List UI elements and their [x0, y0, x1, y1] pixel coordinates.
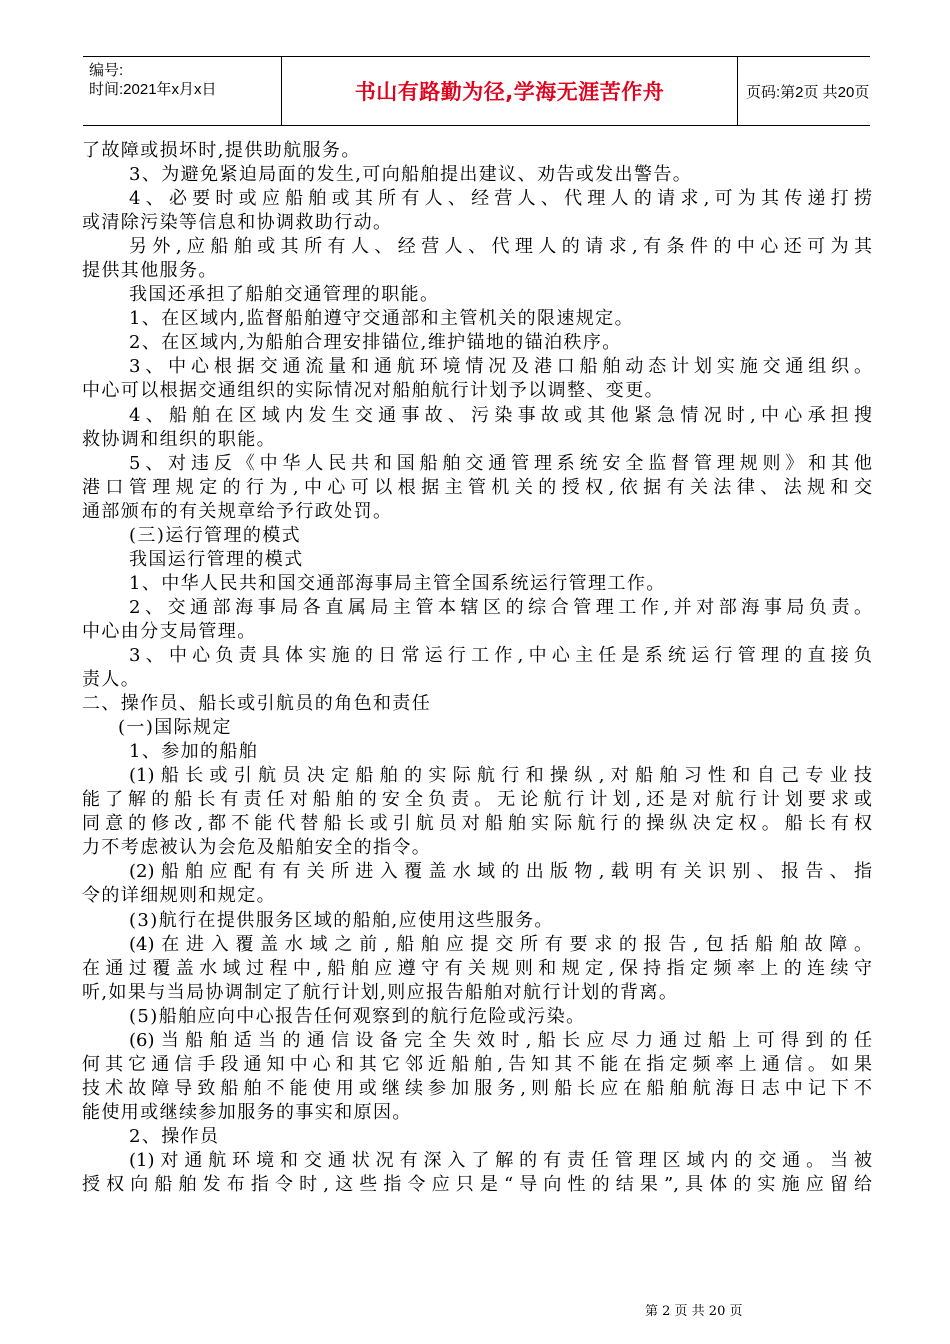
header-meta: [83, 57, 281, 125]
text-line: 1、参加的船舶: [129, 741, 259, 763]
text-line: 港口管理规定的行为,中心可以根据主管机关的授权,依据有关法律、法规和交: [82, 476, 872, 498]
text-line: 4、必要时或应船舶或其所有人、经营人、代理人的请求,可为其传递打捞: [129, 188, 872, 210]
text-line: 3、中心负责具体实施的日常运行工作,中心主任是系统运行管理的直接负: [129, 644, 872, 666]
text-line: 责人。: [82, 669, 141, 691]
text-line: 二、操作员、船长或引航员的角色和责任: [82, 693, 432, 715]
text-line: (三)运行管理的模式: [129, 524, 302, 546]
text-line: 能使用或继续参加服务的事实和原因。: [82, 1101, 412, 1123]
text-line: 4、船舶在区域内发生交通事故、污染事故或其他紧急情况时,中心承担搜: [129, 404, 872, 426]
text-line: 2、交通部海事局各直属局主管本辖区的综合管理工作,并对部海事局负责。: [129, 596, 872, 618]
text-line: 1、中华人民共和国交通部海事局主管全国系统运行管理工作。: [129, 572, 666, 594]
header-motto: 书山有路勤为径,学海无涯苦作舟: [354, 80, 665, 104]
text-line: (3)航行在提供服务区域的船舶,应使用这些服务。: [129, 909, 554, 931]
text-line: 我国还承担了船舶交通管理的职能。: [129, 284, 440, 306]
document-time-label: 时间:2021年x月x日: [89, 81, 217, 98]
text-line: 同意的修改,都不能代替船长或引航员对船舶实际航行的操纵决定权。船长有权: [82, 813, 872, 835]
document-body: [82, 139, 872, 1197]
text-line: 5、对违反《中华人民共和国船舶交通管理系统安全监督管理规则》和其他: [129, 452, 872, 474]
text-line: (6)当船舶适当的通信设备完全失效时,船长应尽力通过船上可得到的任: [129, 1029, 872, 1051]
text-line: (一)国际规定: [118, 717, 232, 739]
text-line: (5)船舶应向中心报告任何观察到的航行危险或污染。: [129, 1005, 586, 1027]
text-line: 救协调和组织的职能。: [82, 428, 276, 450]
text-line: 了故障或损坏时,提供助航服务。: [82, 140, 361, 161]
text-line: 或清除污染等信息和协调救助行动。: [82, 212, 393, 234]
text-line: (2)船舶应配有有关所进入覆盖水域的出版物,载明有关识别、报告、指: [129, 861, 872, 883]
text-line: 技术故障导致船舶不能使用或继续参加服务,则船长应在船舶航海日志中记下不: [82, 1077, 872, 1099]
text-line: 力不考虑被认为会危及船舶安全的指令。: [82, 837, 432, 859]
header-page-code: 页码:第2页 共20页: [746, 83, 870, 101]
text-line: 令的详细规则和规定。: [82, 885, 276, 907]
text-line: 另外,应船舶或其所有人、经营人、代理人的请求,有条件的中心还可为其: [129, 236, 872, 258]
text-line: 中心由分支局管理。: [82, 620, 257, 642]
text-line: 何其它通信手段通知中心和其它邻近船舶,告知其不能在指定频率上通信。如果: [82, 1053, 872, 1075]
text-line: 通部颁布的有关规章给予行政处罚。: [82, 500, 393, 522]
text-line: 3、为避免紧迫局面的发生,可向船舶提出建议、劝告或发出警告。: [129, 164, 693, 186]
page-footer: 第 2 页 共 20 页: [645, 1304, 743, 1319]
text-line: 我国运行管理的模式: [129, 548, 304, 570]
text-line: (1)对通航环境和交通状况有深入了解的有责任管理区域内的交通。当被: [129, 1149, 872, 1171]
text-line: 1、在区域内,监督船舶遵守交通部和主管机关的限速规定。: [129, 308, 634, 330]
header-motto-cell: [281, 57, 738, 125]
text-line: 听,如果与当局协调制定了航行计划,则应报告船舶对航行计划的背离。: [82, 981, 679, 1003]
text-line: 2、操作员: [129, 1125, 220, 1147]
text-line: (1)船长或引航员决定船舶的实际航行和操纵,对船舶习性和自己专业技: [129, 765, 872, 787]
text-line: 2、在区域内,为船舶合理安排锚位,维护锚地的锚泊秩序。: [129, 332, 622, 354]
page-header: [83, 56, 870, 126]
text-line: 在通过覆盖水域过程中,船舶应遵守有关规则和规定,保持指定频率上的连续守: [82, 957, 872, 979]
document-number-label: 编号:: [89, 62, 124, 79]
text-line: 3、中心根据交通流量和通航环境情况及港口船舶动态计划实施交通组织。: [129, 356, 872, 378]
text-line: 中心可以根据交通组织的实际情况对船舶航行计划予以调整、变更。: [82, 380, 664, 402]
text-line: 提供其他服务。: [82, 260, 218, 282]
text-line: 授权向船舶发布指令时,这些指令应只是“导向性的结果”,具体的实施应留给: [82, 1174, 872, 1196]
text-line: 能了解的船长有责任对船舶的安全负责。无论航行计划,还是对航行计划要求或: [82, 789, 872, 811]
text-line: (4)在进入覆盖水域之前,船舶应提交所有要求的报告,包括船舶故障。: [129, 933, 872, 955]
